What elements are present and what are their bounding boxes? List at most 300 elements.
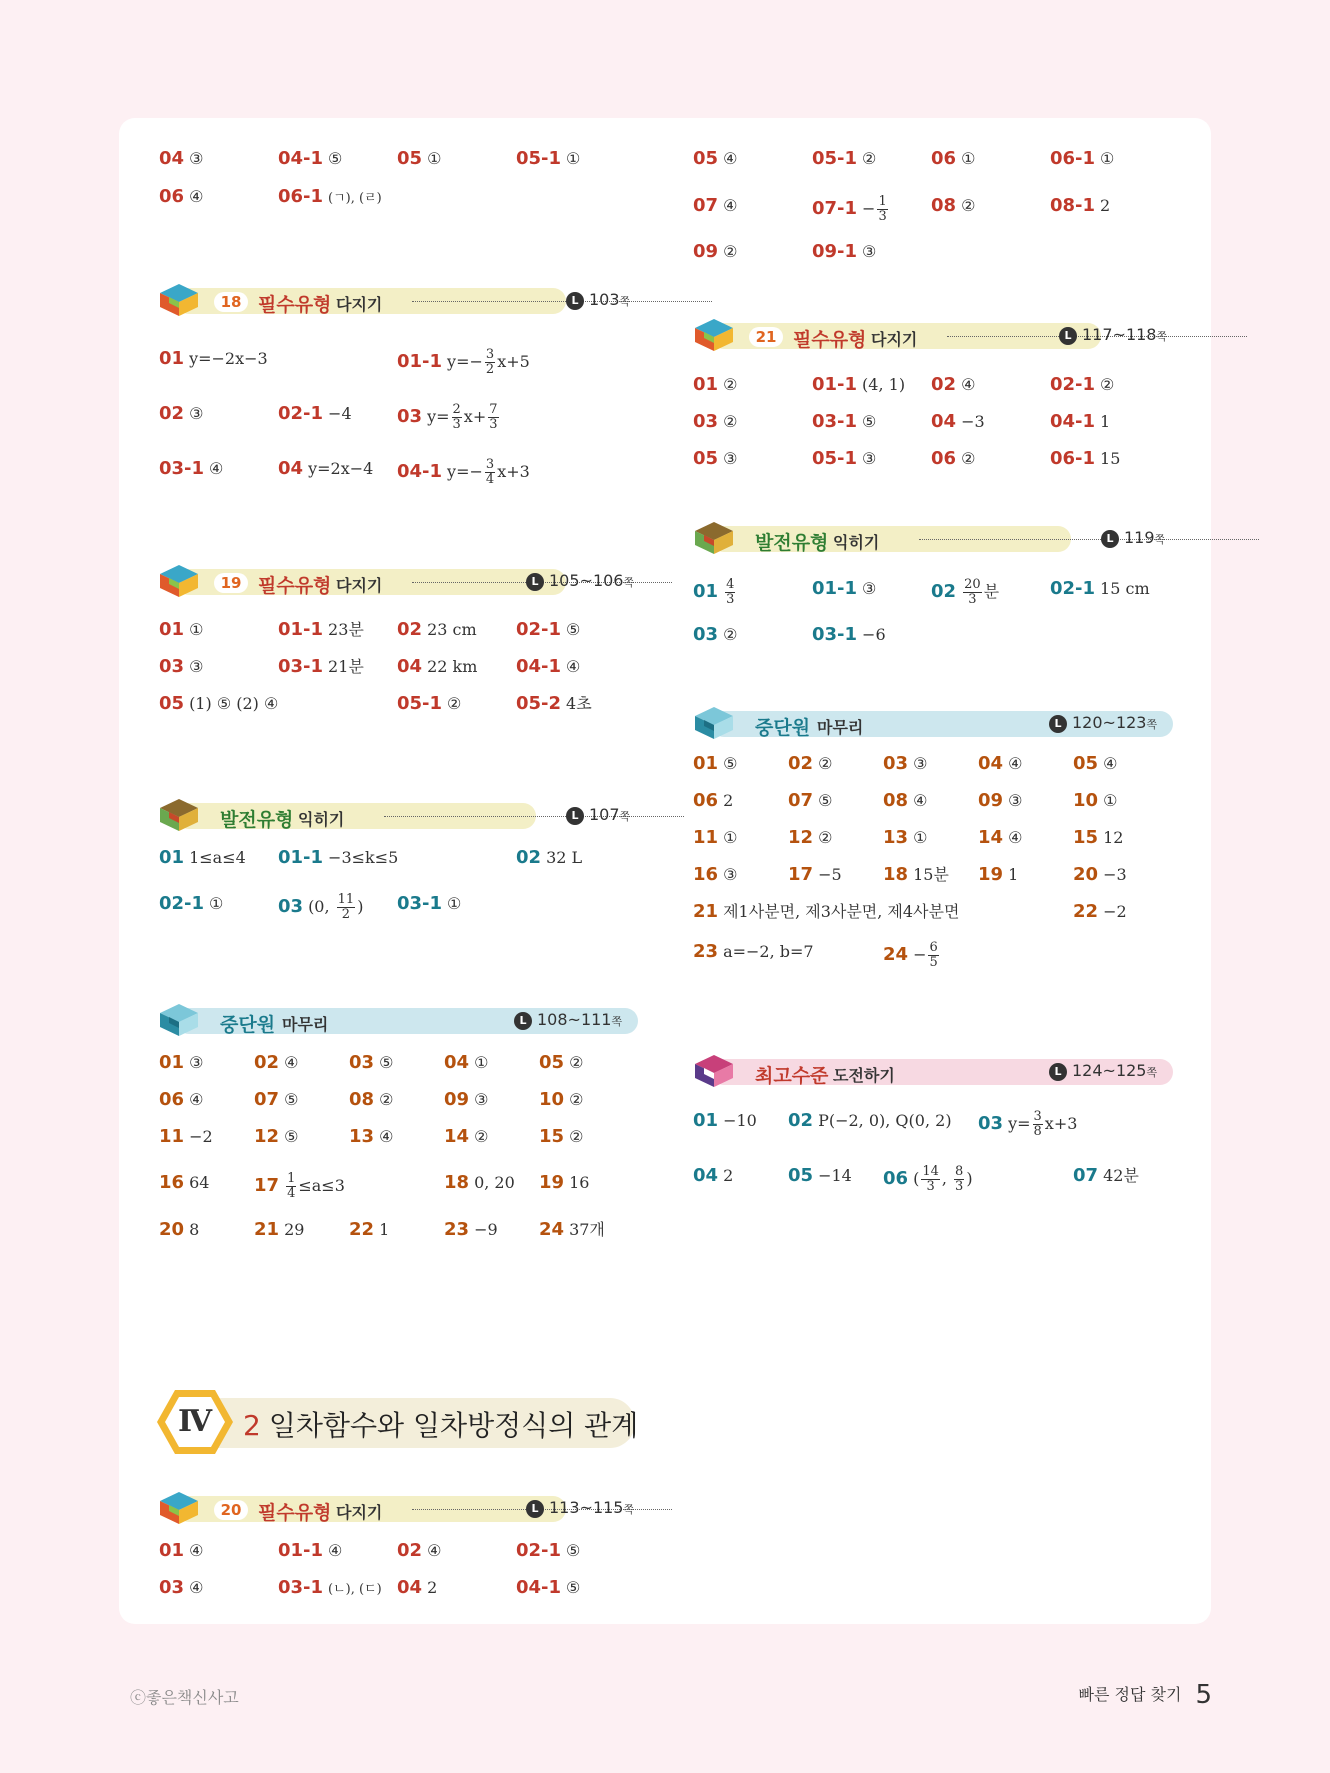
answer-item: 02 $\frac{20}{3}$ 분: [931, 577, 1000, 607]
problem-number: 13: [349, 1126, 375, 1147]
problem-number: 02: [254, 1052, 280, 1073]
problem-number: 03-1: [159, 458, 205, 479]
answer-item: 02-1 ①: [159, 893, 224, 914]
answer-item: 05 −14: [788, 1165, 852, 1186]
answer-item: 02-1 ②: [1050, 374, 1115, 395]
section-title: 필수유형: [258, 294, 332, 316]
cube-icon: [158, 282, 200, 318]
page-reference: L 108~111쪽: [514, 1010, 622, 1030]
chapter-roman-numeral: Ⅳ: [177, 1404, 213, 1439]
cube-icon: [158, 1490, 200, 1526]
problem-number: 03-1: [397, 893, 443, 914]
problem-number: 08: [883, 790, 909, 811]
problem-number: 01-1: [812, 374, 858, 395]
section-title: 최고수준: [755, 1065, 829, 1087]
answer-item: 24 37개: [539, 1219, 605, 1240]
answer-item: 04 ③: [159, 148, 204, 169]
answer-item: 01 ②: [693, 374, 738, 395]
problem-number: 05-1: [812, 148, 858, 169]
answer-item: 06-1 ①: [1050, 148, 1115, 169]
answer-item: 02 ④: [254, 1052, 299, 1073]
problem-number: 05-1: [397, 693, 443, 714]
answer-item: 20 −3: [1073, 864, 1127, 885]
problem-number: 06-1: [278, 186, 324, 207]
page-link-icon: L: [1101, 530, 1119, 548]
section-title: 필수유형: [258, 1502, 332, 1524]
problem-number: 01-1: [812, 578, 858, 599]
answer-item: 06 ②: [931, 448, 976, 469]
answer-item: 05-2 4초: [516, 693, 592, 714]
answer-item: 04-1 ⑤: [278, 148, 343, 169]
answer-item: 03-1 ⑤: [812, 411, 877, 432]
answer-item: 03 ②: [693, 624, 738, 645]
page-link-icon: L: [566, 807, 584, 825]
page-link-icon: L: [566, 292, 584, 310]
answer-item: 07-1 − $\frac{1}{3}$: [812, 194, 887, 224]
problem-number: 02: [788, 1110, 814, 1131]
cube-icon: [158, 563, 200, 599]
problem-number: 05: [788, 1165, 814, 1186]
problem-number: 19: [978, 864, 1004, 885]
problem-number: 01: [159, 1052, 185, 1073]
answer-item: 05 ①: [397, 148, 442, 169]
answer-item: 22 1: [349, 1219, 390, 1240]
section-number-badge: 18: [214, 292, 248, 312]
answer-item: 01-1 (4, 1): [812, 374, 906, 395]
problem-number: 01-1: [278, 619, 324, 640]
section-subtitle: 다지기: [336, 1503, 383, 1522]
problem-number: 24: [539, 1219, 565, 1240]
problem-number: 05-1: [812, 448, 858, 469]
problem-number: 10: [1073, 790, 1099, 811]
problem-number: 01-1: [278, 1540, 324, 1561]
problem-number: 04-1: [397, 461, 443, 482]
problem-number: 03: [397, 406, 423, 427]
section-header-20: [158, 1490, 638, 1524]
chapter-title: 2 일차함수와 일차방정식의 관계: [243, 1409, 639, 1442]
problem-number: 16: [693, 864, 719, 885]
fraction: $\frac{20}{3}$: [964, 577, 981, 607]
page-link-icon: L: [1049, 715, 1067, 733]
answer-item: 04 ④: [978, 753, 1023, 774]
problem-number: 04-1: [516, 656, 562, 677]
answer-item: 02 ④: [397, 1540, 442, 1561]
problem-number: 11: [159, 1126, 185, 1147]
problem-number: 04-1: [278, 148, 324, 169]
problem-number: 03-1: [812, 411, 858, 432]
problem-number: 01: [159, 619, 185, 640]
answer-item: 01-1 23분: [278, 619, 364, 640]
fraction: $\frac{2}{3}$: [452, 402, 461, 432]
section-header-top-level: [693, 1053, 1173, 1087]
answer-item: 06-1 15: [1050, 448, 1121, 469]
answer-item: 03-1 21분: [278, 656, 364, 677]
answer-item: 04-1 1: [1050, 411, 1111, 432]
problem-number: 04: [444, 1052, 470, 1073]
problem-number: 04-1: [1050, 411, 1096, 432]
problem-number: 10: [539, 1089, 565, 1110]
answer-item: 21 29: [254, 1219, 305, 1240]
answer-item: 05-1 ①: [516, 148, 581, 169]
answer-item: 03-1 ①: [397, 893, 462, 914]
problem-number: 03: [349, 1052, 375, 1073]
answer-item: 02 ③: [159, 403, 204, 424]
section-title: 중단원: [220, 1014, 276, 1036]
page-link-icon: L: [1059, 327, 1077, 345]
problem-number: 11: [693, 827, 719, 848]
page-link-icon: L: [1049, 1063, 1067, 1081]
section-subtitle: 다지기: [871, 330, 918, 349]
problem-number: 03-1: [278, 1577, 324, 1598]
answer-item: 05-1 ②: [812, 148, 877, 169]
page-reference: L 107쪽: [566, 805, 630, 825]
section-title: 필수유형: [793, 329, 867, 351]
answer-item: 08 ④: [883, 790, 928, 811]
problem-number: 02-1: [516, 619, 562, 640]
answer-item: 02 ④: [931, 374, 976, 395]
answer-item: 06 ④: [159, 186, 204, 207]
answer-item: 01 ①: [159, 619, 204, 640]
answer-item: 08 ②: [349, 1089, 394, 1110]
fraction: $\frac{14}{3}$: [922, 1164, 939, 1194]
page-link-icon: L: [514, 1012, 532, 1030]
cube-icon: [693, 317, 735, 353]
problem-number: 03: [159, 656, 185, 677]
answer-item: 02-1 ⑤: [516, 1540, 581, 1561]
problem-number: 07-1: [812, 198, 858, 219]
answer-item: 01-1 ③: [812, 578, 877, 599]
fraction: $\frac{4}{3}$: [726, 577, 735, 607]
answer-item: 02-1 15 cm: [1050, 578, 1150, 599]
section-title: 발전유형: [220, 809, 294, 831]
problem-number: 02: [159, 403, 185, 424]
problem-number: 01: [159, 847, 185, 868]
answer-item: 03 (0, $\frac{11}{2}$ ): [278, 892, 364, 922]
problem-number: 16: [159, 1172, 185, 1193]
problem-number: 04: [397, 656, 423, 677]
answer-item: 01 ③: [159, 1052, 204, 1073]
answer-item: 19 1: [978, 864, 1019, 885]
answer-item: 03 ③: [159, 656, 204, 677]
problem-number: 04-1: [516, 1577, 562, 1598]
answer-item: 05 ③: [693, 448, 738, 469]
fraction: $\frac{1}{3}$: [878, 194, 887, 224]
answer-item: 02 23 cm: [397, 619, 477, 640]
problem-number: 02: [931, 581, 957, 602]
problem-number: 02: [397, 619, 423, 640]
answer-item: 06 ①: [931, 148, 976, 169]
problem-number: 09: [978, 790, 1004, 811]
section-title: 중단원: [755, 717, 811, 739]
section-header-advanced-right: [693, 520, 1173, 554]
answer-item: 07 42분: [1073, 1165, 1139, 1186]
problem-number: 18: [444, 1172, 470, 1193]
answer-item: 05-1 ②: [397, 693, 462, 714]
section-number-badge: 20: [214, 1500, 248, 1520]
problem-number: 05: [159, 693, 185, 714]
problem-number: 05-2: [516, 693, 562, 714]
problem-number: 09: [693, 241, 719, 262]
problem-number: 17: [788, 864, 814, 885]
answer-item: 11 −2: [159, 1126, 213, 1147]
problem-number: 06: [931, 448, 957, 469]
answer-item: 01 −10: [693, 1110, 757, 1131]
section-subtitle: 익히기: [833, 533, 880, 552]
problem-number: 09: [444, 1089, 470, 1110]
fraction: $\frac{3}{8}$: [1033, 1109, 1042, 1139]
answer-item: 20 8: [159, 1219, 200, 1240]
problem-number: 06: [159, 1089, 185, 1110]
answer-item: 03 y= $\frac{2}{3}$ x+ $\frac{7}{3}$: [397, 402, 498, 432]
problem-number: 21: [693, 901, 719, 922]
answer-item: 05 ④: [693, 148, 738, 169]
problem-number: 01: [693, 753, 719, 774]
cube-icon: [158, 797, 200, 833]
answer-item: 04 2: [397, 1577, 438, 1598]
section-subtitle: 익히기: [298, 810, 345, 829]
problem-number: 03: [693, 411, 719, 432]
page-reference: L 120~123쪽: [1049, 713, 1157, 733]
answer-item: 12 ②: [788, 827, 833, 848]
section-header-18: [158, 282, 638, 316]
problem-number: 06: [931, 148, 957, 169]
answer-item: 03 ②: [693, 411, 738, 432]
chapter-banner: [155, 1388, 639, 1456]
answer-item: 14 ②: [444, 1126, 489, 1147]
answer-item: 05-1 ③: [812, 448, 877, 469]
answer-item: 03 ③: [883, 753, 928, 774]
problem-number: 06: [883, 1168, 909, 1189]
answer-item: 02-1 ⑤: [516, 619, 581, 640]
problem-number: 05: [693, 448, 719, 469]
answer-item: 01-1 y=− $\frac{3}{2}$ x+5: [397, 347, 530, 377]
problem-number: 15: [1073, 827, 1099, 848]
copyright: ⓒ좋은책신사고: [130, 1688, 239, 1707]
answer-item: 13 ④: [349, 1126, 394, 1147]
answer-item: 02-1 −4: [278, 403, 352, 424]
problem-number: 01: [159, 348, 185, 369]
page-reference: L 105~106쪽: [526, 571, 634, 591]
answer-item: 01-1 ④: [278, 1540, 343, 1561]
problem-number: 02-1: [1050, 374, 1096, 395]
problem-number: 08: [349, 1089, 375, 1110]
answer-item: 04-1 ⑤: [516, 1577, 581, 1598]
problem-number: 12: [254, 1126, 280, 1147]
problem-number: 03: [693, 624, 719, 645]
cube-icon: [693, 1053, 735, 1089]
section-header-advanced: [158, 797, 638, 831]
problem-number: 04: [978, 753, 1004, 774]
answer-item: 14 ④: [978, 827, 1023, 848]
problem-number: 01: [693, 581, 719, 602]
answer-item: 03 ⑤: [349, 1052, 394, 1073]
answer-item: 01 ④: [159, 1540, 204, 1561]
problem-number: 01-1: [397, 351, 443, 372]
answer-item: 07 ⑤: [788, 790, 833, 811]
answer-item: 08-1 2: [1050, 195, 1111, 216]
page-link-icon: L: [526, 1500, 544, 1518]
answer-item: 23 −9: [444, 1219, 498, 1240]
answer-item: 03 ④: [159, 1577, 204, 1598]
answer-item: 07 ⑤: [254, 1089, 299, 1110]
section-header-unit-review-right: [693, 705, 1173, 739]
answer-item: 09 ③: [444, 1089, 489, 1110]
problem-number: 06: [159, 186, 185, 207]
problem-number: 02-1: [159, 893, 205, 914]
answer-item: 09 ②: [693, 241, 738, 262]
section-header-21: [693, 317, 1173, 351]
problem-number: 03: [978, 1113, 1004, 1134]
answer-item: 03 y= $\frac{3}{8}$ x+3: [978, 1109, 1078, 1139]
problem-number: 17: [254, 1175, 280, 1196]
answer-item: 06 2: [693, 790, 734, 811]
answer-item: 04 −3: [931, 411, 985, 432]
answer-item: 06-1 (ㄱ), (ㄹ): [278, 186, 382, 207]
answer-item: 04-1 ④: [516, 656, 581, 677]
problem-number: 01: [693, 374, 719, 395]
answer-item: 02 32 L: [516, 847, 583, 868]
problem-number: 02: [931, 374, 957, 395]
problem-number: 06: [693, 790, 719, 811]
problem-number: 05-1: [516, 148, 562, 169]
answer-item: 18 0, 20: [444, 1172, 515, 1193]
page-reference: L 124~125쪽: [1049, 1061, 1157, 1081]
problem-number: 03-1: [812, 624, 858, 645]
answer-item: 05 (1) ⑤ (2) ④: [159, 693, 279, 714]
section-subtitle: 마무리: [817, 718, 864, 737]
answer-item: 15 ②: [539, 1126, 584, 1147]
footer: 빠른 정답 찾기 5: [1078, 1680, 1212, 1710]
section-subtitle: 다지기: [336, 576, 383, 595]
page-number: 5: [1195, 1680, 1212, 1710]
problem-number: 02: [397, 1540, 423, 1561]
section-subtitle: 도전하기: [833, 1066, 895, 1085]
problem-number: 02-1: [516, 1540, 562, 1561]
problem-number: 05: [693, 148, 719, 169]
problem-number: 03: [159, 1577, 185, 1598]
answer-item: 03-1 −6: [812, 624, 886, 645]
page-reference: L 113~115쪽: [526, 1498, 634, 1518]
answer-item: 07 ④: [693, 195, 738, 216]
answer-item: 04 y=2x−4: [278, 458, 374, 479]
answer-item: 21 제1사분면, 제3사분면, 제4사분면: [693, 901, 960, 922]
answer-item: 02 P(−2, 0), Q(0, 2): [788, 1110, 952, 1131]
problem-number: 24: [883, 944, 909, 965]
fraction: $\frac{7}{3}$: [489, 402, 498, 432]
problem-number: 02: [788, 753, 814, 774]
page-reference: L 103쪽: [566, 290, 630, 310]
section-title: 발전유형: [755, 532, 829, 554]
fraction: $\frac{6}{5}$: [929, 940, 938, 970]
fraction: $\frac{3}{2}$: [485, 347, 495, 377]
section-number-badge: 21: [749, 327, 783, 347]
problem-number: 15: [539, 1126, 565, 1147]
answer-item: 17 $\frac{1}{4}$ ≤a≤3: [254, 1171, 345, 1201]
section-header-19: [158, 563, 638, 597]
answer-item: 01-1 −3≤k≤5: [278, 847, 399, 868]
answer-item: 02 ②: [788, 753, 833, 774]
problem-number: 03-1: [278, 656, 324, 677]
fraction: $\frac{8}{3}$: [955, 1164, 964, 1194]
answer-item: 24 − $\frac{6}{5}$: [883, 940, 938, 970]
answer-item: 22 −2: [1073, 901, 1127, 922]
section-number-badge: 19: [214, 573, 248, 593]
problem-number: 05: [539, 1052, 565, 1073]
answer-item: 23 a=−2, b=7: [693, 941, 814, 962]
answer-item: 10 ②: [539, 1089, 584, 1110]
problem-number: 08: [931, 195, 957, 216]
problem-number: 05: [397, 148, 423, 169]
fraction: $\frac{11}{2}$: [337, 892, 355, 922]
problem-number: 06-1: [1050, 448, 1096, 469]
answer-item: 01 y=−2x−3: [159, 348, 268, 369]
problem-number: 07: [1073, 1165, 1099, 1186]
answer-item: [693, 578, 737, 607]
problem-number: 19: [539, 1172, 565, 1193]
answer-item: 12 ⑤: [254, 1126, 299, 1147]
problem-number: 04: [159, 148, 185, 169]
page-link-icon: L: [526, 573, 544, 591]
problem-number: 04: [278, 458, 304, 479]
cube-icon: [158, 1002, 200, 1038]
problem-number: 04: [931, 411, 957, 432]
answer-item: 06 ( $\frac{14}{3}$ , $\frac{8}{3}$ ): [883, 1164, 973, 1194]
problem-number: 07: [788, 790, 814, 811]
problem-number: 03: [278, 896, 304, 917]
problem-number: 14: [978, 827, 1004, 848]
answer-item: 03-1 (ㄴ), (ㄷ): [278, 1577, 382, 1598]
answer-item: 16 64: [159, 1172, 210, 1193]
cube-icon: [693, 520, 735, 556]
problem-number: 14: [444, 1126, 470, 1147]
answer-item: 11 ①: [693, 827, 738, 848]
answer-item: 08 ②: [931, 195, 976, 216]
fraction: $\frac{3}{4}$: [485, 457, 495, 487]
section-subtitle: 다지기: [336, 295, 383, 314]
problem-number: 23: [444, 1219, 470, 1240]
problem-number: 01-1: [278, 847, 324, 868]
problem-number: 18: [883, 864, 909, 885]
answer-item: 16 ③: [693, 864, 738, 885]
section-subtitle: 마무리: [282, 1015, 329, 1034]
answer-item: 06 ④: [159, 1089, 204, 1110]
answer-item: 13 ①: [883, 827, 928, 848]
problem-number: 08-1: [1050, 195, 1096, 216]
problem-number: 13: [883, 827, 909, 848]
problem-number: 23: [693, 941, 719, 962]
problem-number: 01: [159, 1540, 185, 1561]
problem-number: 05: [1073, 753, 1099, 774]
problem-number: 06-1: [1050, 148, 1096, 169]
answer-item: 04 22 km: [397, 656, 478, 677]
problem-number: 22: [349, 1219, 375, 1240]
answer-item: 05 ②: [539, 1052, 584, 1073]
answer-item: 18 15분: [883, 864, 949, 885]
answer-item: 05 ④: [1073, 753, 1118, 774]
answer-item: 19 16: [539, 1172, 590, 1193]
answer-item: 09-1 ③: [812, 241, 877, 262]
problem-number: 12: [788, 827, 814, 848]
page-reference: L 119쪽: [1101, 528, 1165, 548]
answer-item: 09 ③: [978, 790, 1023, 811]
problem-number: 21: [254, 1219, 280, 1240]
page-reference: L 117~118쪽: [1059, 325, 1167, 345]
fraction: $\frac{1}{4}$: [287, 1171, 296, 1201]
answer-item: 17 −5: [788, 864, 842, 885]
problem-number: 02-1: [278, 403, 324, 424]
section-title: 필수유형: [258, 575, 332, 597]
problem-number: 09-1: [812, 241, 858, 262]
